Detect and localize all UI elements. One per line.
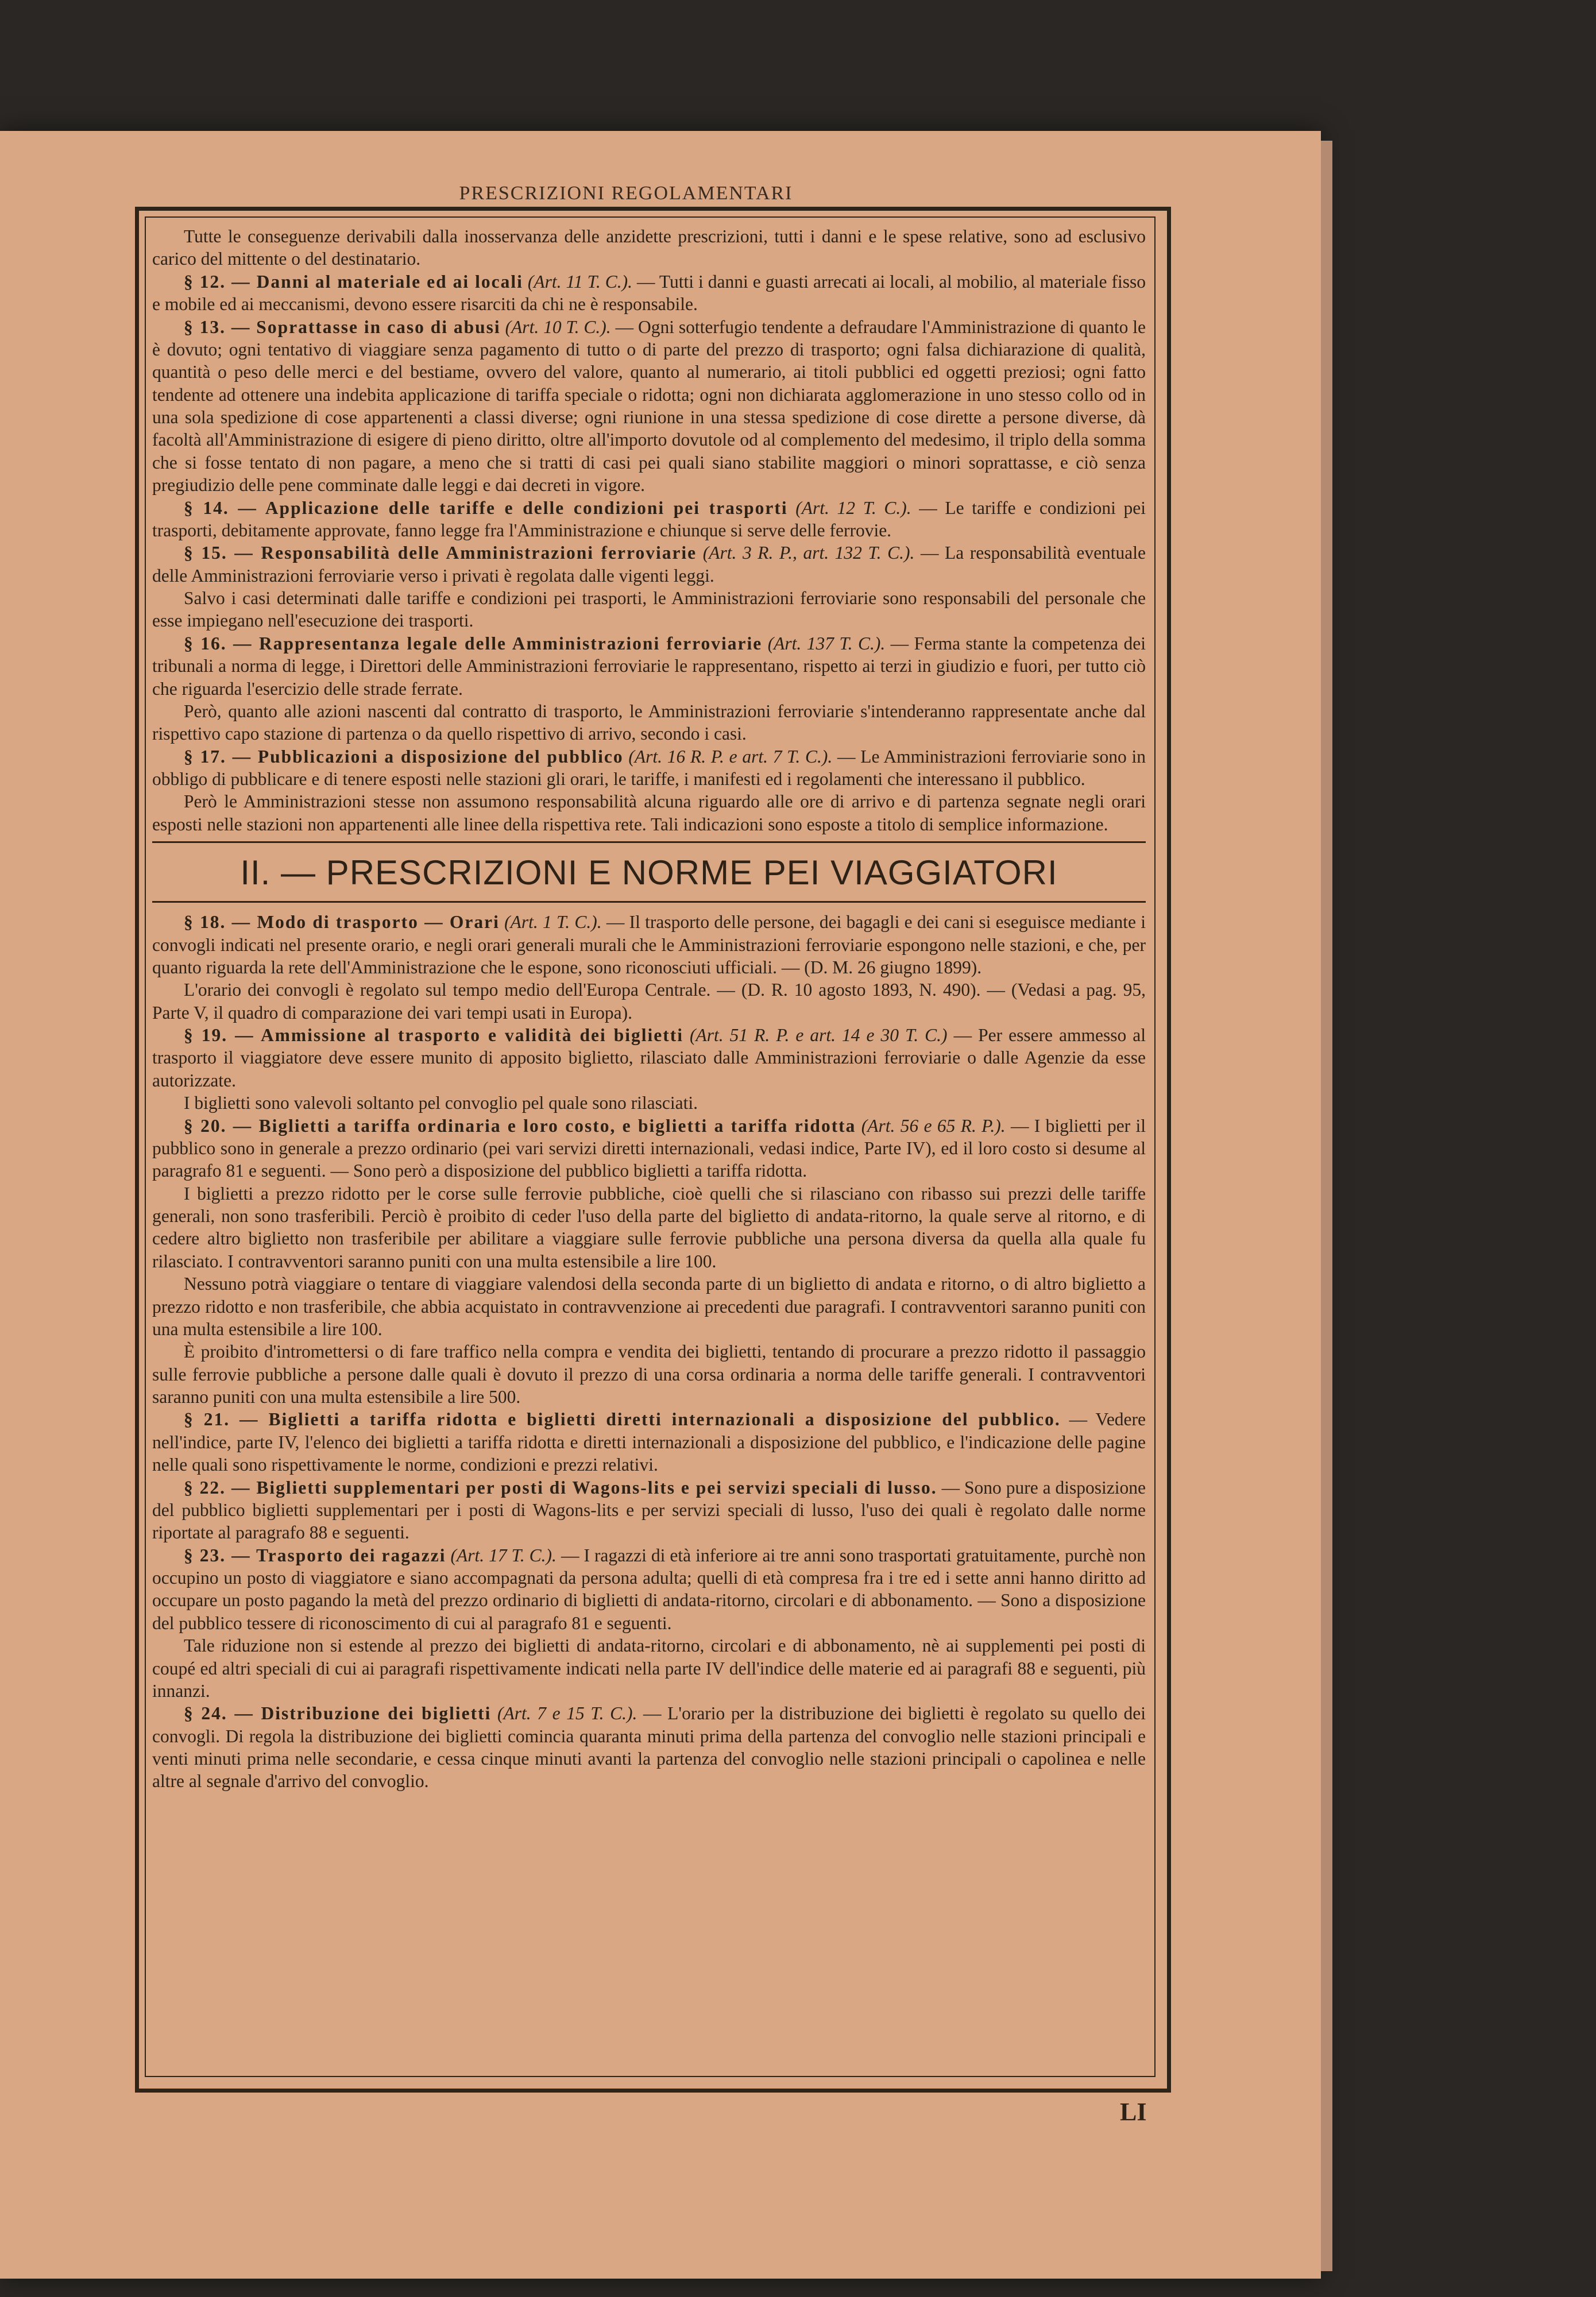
section-14 bbox=[152, 497, 1146, 542]
section-15-paragraph-2: Salvo i casi determinati dalle tariffe e condizioni pei trasporti, le Amministrazioni ferroviarie sono responsabili del personale che esse impiegano nell'esecuzione dei trasporti. bbox=[152, 588, 1146, 631]
section-20-heading: § 20. — Biglietti a tariffa ordinaria e loro costo, e biglietti a tariffa ridotta bbox=[184, 1115, 856, 1136]
section-19-text: — Per essere ammesso al trasporto il viaggiatore deve essere munito di apposito biglietto, rilasciato dalle Amministrazioni ferroviarie o dalle Agenzie da esse autorizzate. bbox=[152, 1025, 1146, 1091]
section-23-paragraph-2: Tale riduzione non si estende al prezzo dei biglietti di andata-ritorno, circolari e di abbonamento, nè ai supplementi pei posti di coupé ed altri speciali di cui ai paragrafi rispettivamente indicati nella parte IV dell'indice delle materie ed ai paragrafi 88 e seguenti, più innanzi. bbox=[152, 1635, 1146, 1701]
section-16-ref: (Art. 137 T. C.). bbox=[767, 633, 886, 653]
section-18-text: — Il trasporto delle persone, dei bagagli e dei cani si eseguisce mediante i convogli indicati nel presente orario, e negli orari generali murali che le Amministrazioni ferroviarie espongono nelle stazioni, e che, per quanto riguarda la rete dell'Amministrazione che le espone, sono riconosciuti ufficiali. — (D. M. 26 giugno 1899). bbox=[152, 912, 1146, 977]
intro-paragraph: Tutte le conseguenze derivabili dalla inosservanza delle anzidette prescrizioni, tutti i danni e le spese relative, sono ad esclusivo carico del mittente o del destinatario. bbox=[152, 226, 1146, 269]
section-20-paragraph-4: È proibito d'intromettersi o di fare traffico nella compra e vendita dei biglietti, tentando di procurare a prezzo ridotto il passaggio sulle ferrovie pubbliche a persone dalle quali è dovuto il prezzo di una corsa ordinaria a norma delle tariffe generali. I contravventori saranno puniti con una multa estensibile a lire 500. bbox=[152, 1341, 1146, 1407]
section-17-heading: § 17. — Pubblicazioni a disposizione del pubblico bbox=[184, 746, 624, 767]
section-20 bbox=[152, 1115, 1146, 1182]
page-body bbox=[152, 225, 1146, 1793]
section-21-text: — Vedere nell'indice, parte IV, l'elenco dei biglietti a tariffa ridotta e diretti internazionali a disposizione del pubblico, e l'indicazione delle pagine nelle quali sono rispettivamente le norme, condizioni e prezzi relativi. bbox=[152, 1409, 1146, 1475]
section-12 bbox=[152, 270, 1146, 316]
section-19-heading: § 19. — Ammissione al trasporto e validità dei biglietti bbox=[184, 1025, 683, 1045]
section-24-heading: § 24. — Distribuzione dei biglietti bbox=[184, 1703, 492, 1724]
section-24-ref: (Art. 7 e 15 T. C.). bbox=[497, 1703, 637, 1724]
section-22-text: — Sono pure a disposizione del pubblico biglietti supplementari per i posti di Wagons-lits e per servizi speciali di lusso, l'uso dei quali è regolato dalle norme riportate al paragrafo 88 e seguenti. bbox=[152, 1477, 1146, 1543]
section-14-ref: (Art. 12 T. C.). bbox=[795, 497, 911, 518]
section-16 bbox=[152, 632, 1146, 700]
section-23-text: — I ragazzi di età inferiore ai tre anni sono trasportati gratuitamente, purchè non occupino un posto di viaggiatore e siano accompagnati da persona adulta; quelli di età compresa fra i tre ed i sette anni hanno diritto ad occupare un posto pagando la metà del prezzo ordinario di biglietti di andata-ritorno, circolari e di abbonamento. — Sono a disposizione del pubblico tessere di riconoscimento di cui al paragrafo 81 e seguenti. bbox=[152, 1545, 1146, 1633]
section-18-ref: (Art. 1 T. C.). bbox=[504, 912, 602, 933]
section-16-paragraph-2: Però, quanto alle azioni nascenti dal contratto di trasporto, le Amministrazioni ferroviarie s'intenderanno rappresentate anche dal rispettivo capo stazione di partenza o da quello rispettivo di arrivo, secondo i casi. bbox=[152, 701, 1146, 744]
section-13-heading: § 13. — Soprattasse in caso di abusi bbox=[184, 316, 501, 337]
section-13-text: — Ogni sotterfugio tendente a defraudare l'Amministrazione di quanto le è dovuto; ogni tentativo di viaggiare senza pagamento di tutto o di parte del prezzo di trasporto; ogni falsa dichiarazione di qualità, quantità o peso delle merci e del bestiame, ovvero del valore, quanto al numerario, ai titoli pubblici ed oggetti preziosi; ogni fatto tendente ad ottenere una indebita applicazione di tariffa speciale o ridotta; ogni non dichiarata agglomerazione in uno stesso collo od in una sola spedizione di cose appartenenti a classi diverse; ogni riunione in una stessa spedizione di cose dirette a persone diverse, dà facoltà all'Amministrazione di esigere di pieno diritto, oltre all'importo dovutole od al complemento del medesimo, il triplo della somma che si fosse tentato di non pagare, a meno che si tratti di casi pei quali siano stabilite maggiori o minori soprattasse, e ciò senza pregiudizio delle pene comminate dalle leggi e dai decreti in vigore. bbox=[152, 316, 1146, 496]
running-head: PRESCRIZIONI REGOLAMENTARI bbox=[459, 183, 793, 204]
section-19-paragraph-2: I biglietti sono valevoli soltanto pel convoglio pel quale sono rilasciati. bbox=[184, 1093, 698, 1113]
chapter-divider-top bbox=[152, 841, 1146, 843]
section-24-text: — L'orario per la distribuzione dei biglietti è regolato su quello dei convogli. Di regola la distribuzione dei biglietti comincia quaranta minuti prima della partenza del convoglio nelle stazioni principali e venti minuti prima nelle secondarie, e cessa cinque minuti avanti la partenza del convoglio nelle stazioni principali o capolinea e nelle altre al segnale d'arrivo del convoglio. bbox=[152, 1703, 1146, 1792]
section-14-heading: § 14. — Applicazione delle tariffe e delle condizioni pei trasporti bbox=[184, 497, 788, 518]
section-12-text: — Tutti i danni e guasti arrecati ai locali, al mobilio, al materiale fisso e mobile ed ai meccanismi, devono essere risarciti da chi ne è responsabile. bbox=[152, 271, 1146, 315]
section-17-text: — Le Amministrazioni ferroviarie sono in obbligo di pubblicare e di tenere esposti nelle stazioni gli orari, le tariffe, i manifesti ed i regolamenti che interessano il pubblico. bbox=[152, 746, 1146, 789]
section-16-text: — Ferma stante la competenza dei tribunali a norma di legge, i Direttori delle Amministrazioni ferroviarie le rappresentano, rispetto ai terzi in giudizio e fuori, per tutto ciò che riguarda l'esercizio delle strade ferrate. bbox=[152, 633, 1146, 699]
section-12-ref: (Art. 11 T. C.). bbox=[527, 271, 632, 292]
section-15-text: — La responsabilità eventuale delle Amministrazioni ferroviarie verso i privati è regolata dalle vigenti leggi. bbox=[152, 543, 1146, 586]
section-13 bbox=[152, 316, 1146, 497]
section-20-paragraph-3: Nessuno potrà viaggiare o tentare di viaggiare valendosi della seconda parte di un biglietto di andata e ritorno, o di altro biglietto a prezzo ridotto e non trasferibile, che abbia acquistato in contravvenzione ai precedenti due paragrafi. I contravventori saranno puniti con una multa estensibile a lire 100. bbox=[152, 1274, 1146, 1339]
section-15 bbox=[152, 542, 1146, 587]
chapter-divider-bottom bbox=[152, 901, 1146, 903]
section-21-heading: § 21. — Biglietti a tariffa ridotta e biglietti diretti internazionali a disposizione del pubblico. bbox=[184, 1409, 1061, 1430]
section-20-ref: (Art. 56 e 65 R. P.). bbox=[861, 1115, 1006, 1136]
section-23-heading: § 23. — Trasporto dei ragazzi bbox=[184, 1545, 446, 1565]
section-17-ref: (Art. 16 R. P. e art. 7 T. C.). bbox=[628, 746, 833, 767]
section-18-paragraph-2: L'orario dei convogli è regolato sul tempo medio dell'Europa Centrale. — (D. R. 10 agosto 1893, N. 490). — (Vedasi a pag. 95, Parte V, il quadro di comparazione dei vari tempi usati in Europa). bbox=[152, 980, 1146, 1023]
chapter-title: II. — PRESCRIZIONI E NORME PEI VIAGGIATORI bbox=[240, 853, 1058, 892]
section-23 bbox=[152, 1544, 1146, 1635]
section-22 bbox=[152, 1476, 1146, 1544]
section-23-ref: (Art. 17 T. C.). bbox=[450, 1545, 557, 1565]
section-15-ref: (Art. 3 R. P., art. 132 T. C.). bbox=[702, 543, 915, 563]
section-17 bbox=[152, 745, 1146, 791]
section-18-heading: § 18. — Modo di trasporto — Orari bbox=[184, 912, 500, 933]
section-16-heading: § 16. — Rappresentanza legale delle Amministrazioni ferroviarie bbox=[184, 633, 763, 653]
page-edge bbox=[1321, 141, 1332, 2271]
page-number: LI bbox=[1120, 2098, 1147, 2126]
section-13-ref: (Art. 10 T. C.). bbox=[505, 316, 611, 337]
section-15-heading: § 15. — Responsabilità delle Amministrazioni ferroviarie bbox=[184, 543, 697, 563]
section-20-paragraph-2: I biglietti a prezzo ridotto per le corse sulle ferrovie pubbliche, cioè quelli che si rilasciano con ribasso sui prezzi delle tariffe generali, non sono trasferibili. Perciò è proibito di ceder l'uso della parte del biglietto di andata-ritorno, la quale serve al ritorno, e di cedere altro biglietto non trasferibile per abilitare a viaggiare sulle ferrovie pubbliche una persona diversa da quella alla quale fu rilasciato. I contravventori saranno puniti con una multa estensibile a lire 100. bbox=[152, 1183, 1146, 1271]
section-18 bbox=[152, 911, 1146, 979]
section-14-text: — Le tariffe e condizioni pei trasporti, debitamente approvate, fanno legge fra l'Amministrazione e chiunque si serve delle ferrovie. bbox=[152, 497, 1146, 540]
section-22-heading: § 22. — Biglietti supplementari per posti di Wagons-lits e pei servizi speciali di lusso. bbox=[184, 1477, 937, 1498]
section-19 bbox=[152, 1024, 1146, 1092]
section-24 bbox=[152, 1702, 1146, 1793]
section-21 bbox=[152, 1408, 1146, 1476]
section-19-ref: (Art. 51 R. P. e art. 14 e 30 T. C.) bbox=[690, 1025, 948, 1045]
section-20-text: — I biglietti per il pubblico sono in generale a prezzo ordinario (pei vari servizi diretti internazionali, vedasi indice, Parte IV), ed il loro costo si desume al paragrafo 81 e seguenti. — Sono però a disposizione del pubblico biglietti a tariffa ridotta. bbox=[152, 1115, 1146, 1181]
section-12-heading: § 12. — Danni al materiale ed ai locali bbox=[184, 271, 523, 292]
section-17-paragraph-2: Però le Amministrazioni stesse non assumono responsabilità alcuna riguardo alle ore di arrivo e di partenza segnate negli orari esposti nelle stazioni non appartenenti alle linee della rispettiva rete. Tali indicazioni sono esposte a titolo di semplice informazione. bbox=[152, 791, 1146, 834]
